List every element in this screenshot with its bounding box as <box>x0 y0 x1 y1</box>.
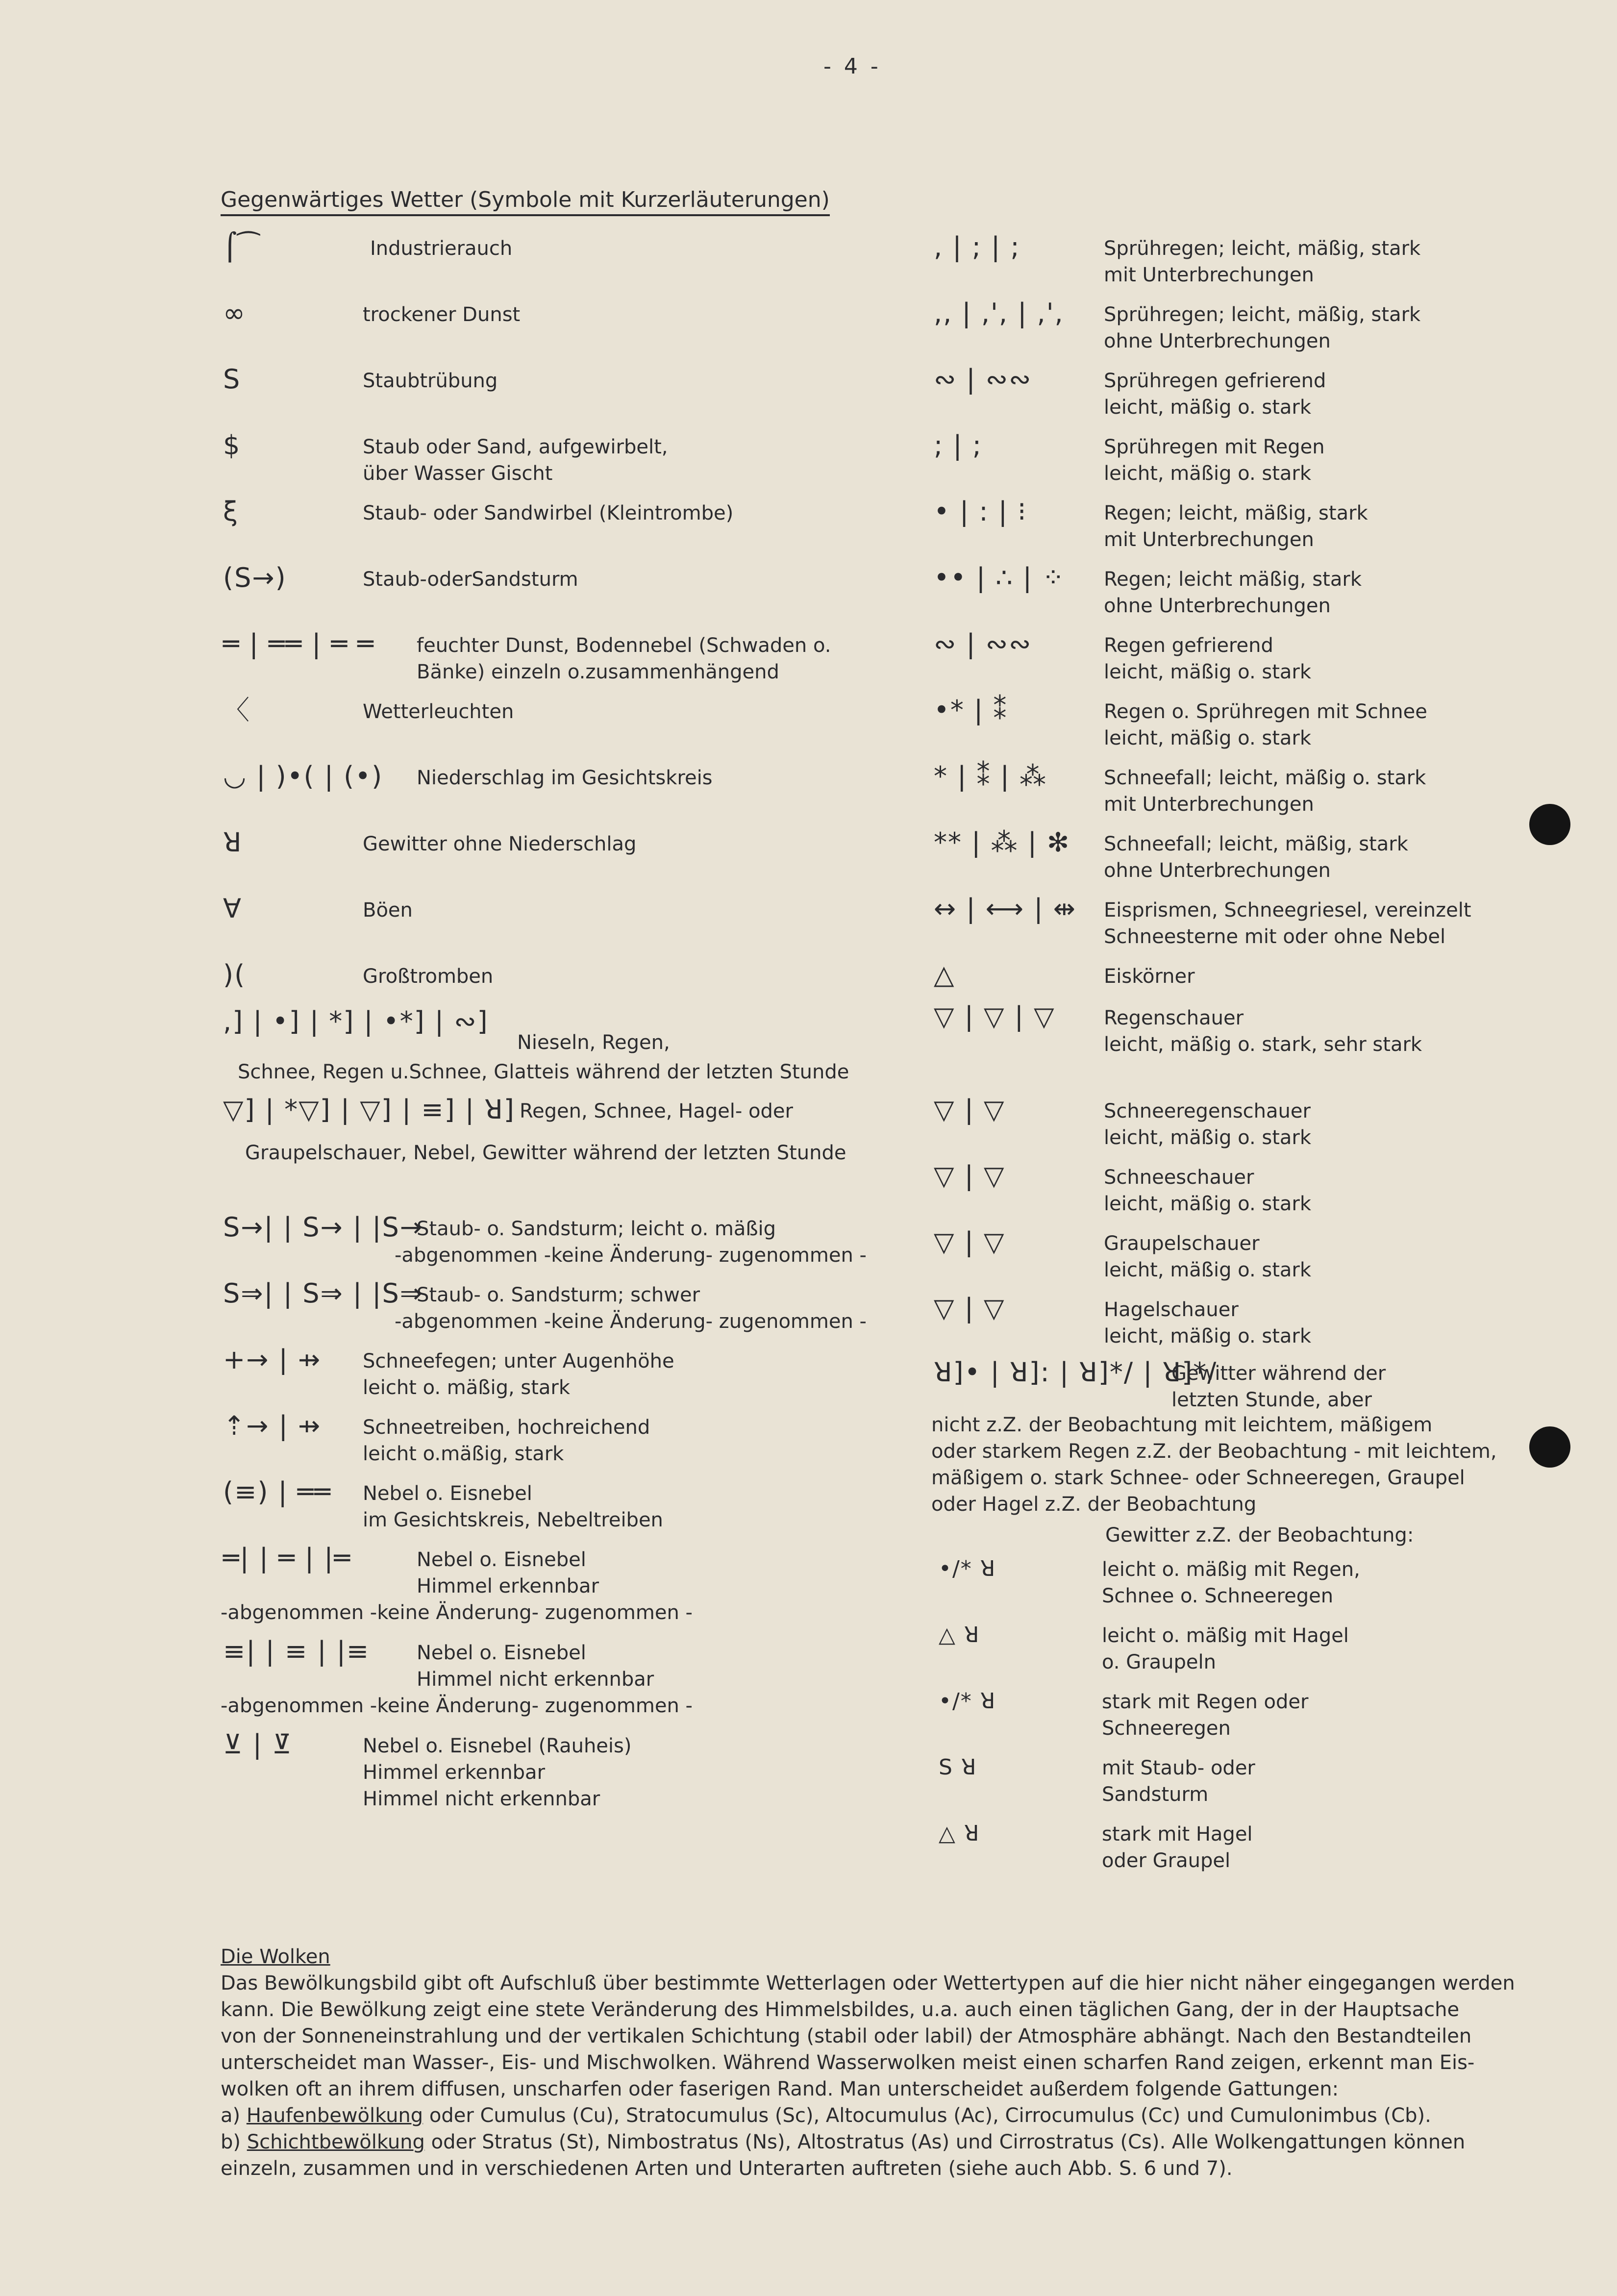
right-description: Graupelschauer <box>1104 1232 1260 1255</box>
thunder-now-symbol: •/* ꓤ <box>939 1689 996 1714</box>
left-description: Staub-oderSandsturm <box>363 568 578 591</box>
left-description: Staub oder Sand, aufgewirbelt, <box>363 436 668 458</box>
right-symbol: ▽ | ▽ <box>934 1226 1005 1257</box>
left-description: Schneefegen; unter Augenhöhe <box>363 1350 674 1373</box>
right-symbol: •* | ⁑ <box>934 695 1008 725</box>
right-description: Regen; leicht, mäßig, stark <box>1104 502 1368 524</box>
thunder-last-hour-text: Gewitter während der <box>1171 1362 1386 1385</box>
left-description: Nebel o. Eisnebel (Rauheis) <box>363 1735 632 1757</box>
right-description: leicht, mäßig o. stark <box>1104 396 1312 419</box>
thunder-last-hour-text: mäßigem o. stark Schnee- oder Schneeregen, Graupel <box>931 1467 1465 1489</box>
thunder-now-text: o. Graupeln <box>1102 1651 1216 1673</box>
left-symbol: S⇒| | S⇒ | |S⇒ <box>223 1278 423 1309</box>
clouds-line: kann. Die Bewölkung zeigt eine stete Veränderung des Himmelsbildes, u.a. auch einen täglichen Gang, der in der Hauptsache <box>221 1998 1460 2021</box>
left-description: Regen, Schnee, Hagel- oder <box>520 1100 793 1123</box>
right-description: Regen o. Sprühregen mit Schnee <box>1104 700 1427 723</box>
right-description: ohne Unterbrechungen <box>1104 330 1331 352</box>
right-description: Schneeschauer <box>1104 1166 1254 1189</box>
right-description: Eiskörner <box>1104 965 1195 988</box>
left-description: leicht o.mäßig, stark <box>363 1443 564 1465</box>
left-symbol: ▽] | *▽] | ▽] | ≡] | ꓤ] <box>223 1094 515 1125</box>
left-description: Himmel erkennbar <box>417 1575 599 1597</box>
left-symbol: $ <box>223 430 241 461</box>
right-description: mit Unterbrechungen <box>1104 528 1314 551</box>
clouds-line: von der Sonneneinstrahlung und der vertikalen Schichtung (stabil oder labil) der Atmosphäre abhängt. Nach den Bestandteilen <box>221 2025 1472 2047</box>
thunder-last-hour-text: oder Hagel z.Z. der Beobachtung <box>931 1493 1257 1516</box>
left-description: Bänke) einzeln o.zusammenhängend <box>417 661 779 683</box>
right-symbol: ↔ | ⟷ | ⇹ <box>934 893 1076 924</box>
left-description: Großtromben <box>363 965 494 988</box>
right-description: Regen gefrierend <box>1104 634 1273 657</box>
clouds-line-b: b) Schichtbewölkung oder Stratus (St), Nimbostratus (Ns), Altostratus (As) und Cirrostratus (Cs). Alle Wolkengattungen können <box>221 2131 1466 2153</box>
left-symbol: ∀ <box>223 893 242 924</box>
left-symbol: ═| | ═ | |═ <box>223 1543 351 1573</box>
thunder-now-title: Gewitter z.Z. der Beobachtung: <box>1105 1524 1414 1547</box>
left-description: Himmel nicht erkennbar <box>363 1788 600 1810</box>
right-description: Sprühregen mit Regen <box>1104 436 1325 458</box>
left-symbol: +→ | ⇸ <box>223 1344 322 1375</box>
clouds-section <box>221 1944 1519 2182</box>
right-description: Sprühregen; leicht, mäßig, stark <box>1104 303 1421 326</box>
left-symbol: (≡) | ══ <box>223 1476 331 1507</box>
left-description: Himmel erkennbar <box>363 1761 546 1784</box>
clouds-line: einzeln, zusammen und in verschiedenen Arten und Unterarten auftreten (siehe auch Abb. S. 6 und 7). <box>221 2157 1233 2180</box>
left-description: Staub- o. Sandsturm; leicht o. mäßig <box>417 1218 776 1240</box>
clouds-line: Das Bewölkungsbild gibt oft Aufschluß über bestimmte Wetterlagen oder Wettertypen auf die hier nicht näher eingegangen werden <box>221 1972 1515 1995</box>
right-symbol: ▽ | ▽ <box>934 1094 1005 1125</box>
right-symbol: •• | ∴ | ⁘ <box>934 562 1066 593</box>
right-description: mit Unterbrechungen <box>1104 793 1314 816</box>
clouds-title: Die Wolken <box>221 1946 330 1968</box>
right-description: leicht, mäßig o. stark <box>1104 1126 1312 1149</box>
left-description: leicht o. mäßig, stark <box>363 1376 571 1399</box>
right-symbol: ,, | ,', | ,', <box>934 298 1064 328</box>
left-description: -abgenommen -keine Änderung- zugenommen - <box>221 1695 693 1717</box>
left-symbol: ,] | •] | *] | •*] | ∾] <box>223 1006 489 1037</box>
left-description: -abgenommen -keine Änderung- zugenommen - <box>221 1601 693 1624</box>
punch-hole <box>1529 1426 1570 1468</box>
term-schichtbewoelkung: Schichtbewölkung <box>247 2131 425 2153</box>
left-description: feuchter Dunst, Bodennebel (Schwaden o. <box>417 634 831 657</box>
right-description: leicht, mäßig o. stark <box>1104 727 1312 749</box>
clouds-line: wolken oft an ihrem diffusen, unscharfen oder faserigen Rand. Man unterscheidet außerdem folgende Gattungen: <box>221 2078 1339 2100</box>
left-symbol: ◡ | )•( | (•) <box>223 761 383 792</box>
left-symbol: S→| | S→ | |S→ <box>223 1212 423 1243</box>
left-description: trockener Dunst <box>363 303 521 326</box>
left-description: im Gesichtskreis, Nebeltreiben <box>363 1509 663 1531</box>
left-symbol: ⌠⁀ <box>223 231 260 262</box>
right-symbol: ** | ⁂ | ✻ <box>934 827 1070 858</box>
left-description: Nebel o. Eisnebel <box>417 1642 586 1664</box>
left-description: Himmel nicht erkennbar <box>417 1668 654 1691</box>
right-symbol: △ <box>934 959 955 990</box>
left-symbol: (S→) <box>223 562 287 593</box>
left-symbol: 〈 <box>223 695 250 725</box>
right-symbol: , | ; | ; <box>934 231 1020 262</box>
left-description: Industrierauch <box>370 237 513 260</box>
thunder-now-symbol: S ꓤ <box>939 1755 977 1780</box>
left-description: über Wasser Gischt <box>363 462 553 485</box>
right-description: Eisprismen, Schneegriesel, vereinzelt <box>1104 899 1471 922</box>
page-number: - 4 - <box>823 54 881 79</box>
left-description: Staub- o. Sandsturm; schwer <box>417 1284 700 1306</box>
right-description: leicht, mäßig o. stark <box>1104 462 1312 485</box>
right-description: leicht, mäßig o. stark <box>1104 1325 1312 1348</box>
left-description: Wetterleuchten <box>363 700 514 723</box>
thunder-now-text: Schneeregen <box>1102 1717 1231 1740</box>
right-description: leicht, mäßig o. stark <box>1104 661 1312 683</box>
right-description: Schneefall; leicht, mäßig o. stark <box>1104 767 1426 789</box>
thunder-now-text: leicht o. mäßig mit Regen, <box>1102 1558 1360 1581</box>
right-description: Schneeregenschauer <box>1104 1100 1311 1123</box>
right-description: Regenschauer <box>1104 1007 1244 1029</box>
left-symbol: ═ | ══ | ═ ═ <box>223 628 374 659</box>
thunder-now-text: stark mit Regen oder <box>1102 1691 1309 1713</box>
right-description: Schneesterne mit oder ohne Nebel <box>1104 925 1446 948</box>
right-description: Hagelschauer <box>1104 1298 1239 1321</box>
left-symbol: S <box>223 364 241 395</box>
right-description: ohne Unterbrechungen <box>1104 859 1331 882</box>
right-description: Sprühregen gefrierend <box>1104 370 1326 392</box>
right-symbol: ∾ | ∾∾ <box>934 628 1032 659</box>
right-description: ohne Unterbrechungen <box>1104 595 1331 617</box>
right-symbol: • | : | ⁝ <box>934 496 1027 527</box>
clouds-line: unterscheidet man Wasser-, Eis- und Mischwolken. Während Wasserwolken meist einen scharfen Rand zeigen, erkennt man Eis- <box>221 2051 1475 2074</box>
left-description: Böen <box>363 899 413 922</box>
thunder-now-text: Schnee o. Schneeregen <box>1102 1585 1334 1607</box>
left-symbol: ≡| | ≡ | |≡ <box>223 1636 370 1667</box>
left-description: -abgenommen -keine Änderung- zugenommen - <box>395 1244 867 1267</box>
right-description: Regen; leicht mäßig, stark <box>1104 568 1362 591</box>
right-symbol: ; | ; <box>934 430 982 461</box>
right-symbol: ▽ | ▽ <box>934 1160 1005 1191</box>
right-symbol: ▽ | ▽ | ▽ <box>934 1001 1055 1032</box>
thunder-now-text: oder Graupel <box>1102 1849 1231 1872</box>
left-description: Nebel o. Eisnebel <box>417 1548 586 1571</box>
left-description: Niederschlag im Gesichtskreis <box>417 767 713 789</box>
left-description: Graupelschauer, Nebel, Gewitter während der letzten Stunde <box>245 1142 846 1164</box>
thunder-now-symbol: △ ꓤ <box>939 1622 980 1647</box>
left-description: Staub- oder Sandwirbel (Kleintrombe) <box>363 502 734 524</box>
left-symbol: ꓤ <box>223 827 243 858</box>
left-symbol: ⇡→ | ⇸ <box>223 1410 322 1441</box>
thunder-now-symbol: △ ꓤ <box>939 1821 980 1846</box>
right-symbol: * | ⁑ | ⁂ <box>934 761 1047 792</box>
right-description: Sprühregen; leicht, mäßig, stark <box>1104 237 1421 260</box>
section-heading: Gegenwärtiges Wetter (Symbole mit Kurzerläuterungen) <box>221 187 830 216</box>
left-description: Gewitter ohne Niederschlag <box>363 833 637 855</box>
right-description: Schneefall; leicht, mäßig, stark <box>1104 833 1408 855</box>
right-symbol: ∾ | ∾∾ <box>934 364 1032 395</box>
term-haufenbewoelkung: Haufenbewölkung <box>246 2104 423 2127</box>
left-description: Nebel o. Eisnebel <box>363 1482 532 1505</box>
thunder-now-text: leicht o. mäßig mit Hagel <box>1102 1624 1349 1647</box>
left-symbol: ξ <box>223 496 239 527</box>
thunder-last-hour-text: oder starkem Regen z.Z. der Beobachtung - mit leichtem, <box>931 1440 1497 1463</box>
clouds-line-a: a) Haufenbewölkung oder Cumulus (Cu), Stratocumulus (Sc), Altocumulus (Ac), Cirrocumulus (Cc) und Cumulonimbus (Cb). <box>221 2104 1431 2127</box>
thunder-last-hour-text: letzten Stunde, aber <box>1171 1389 1372 1411</box>
right-description: mit Unterbrechungen <box>1104 264 1314 286</box>
left-symbol: ⊻ | ⊻̄ <box>223 1729 293 1760</box>
thunder-now-text: mit Staub- oder <box>1102 1757 1255 1779</box>
thunder-now-symbol: •/* ꓤ <box>939 1556 996 1581</box>
thunder-last-hour-symbols: ꓤ]• | ꓤ]: | ꓤ]*/ | ꓤ]*/ <box>934 1357 1218 1388</box>
right-description: leicht, mäßig o. stark, sehr stark <box>1104 1033 1422 1056</box>
left-description: Schnee, Regen u.Schnee, Glatteis während der letzten Stunde <box>238 1061 849 1083</box>
left-description: Nieseln, Regen, <box>517 1031 670 1054</box>
left-description: Staubtrübung <box>363 370 498 392</box>
right-description: leicht, mäßig o. stark <box>1104 1193 1312 1215</box>
left-description: -abgenommen -keine Änderung- zugenommen - <box>395 1310 867 1333</box>
thunder-now-text: stark mit Hagel <box>1102 1823 1253 1846</box>
left-symbol: ∞ <box>223 298 246 328</box>
thunder-now-text: Sandsturm <box>1102 1783 1209 1806</box>
thunder-last-hour-text: nicht z.Z. der Beobachtung mit leichtem, mäßigem <box>931 1414 1433 1436</box>
right-symbol: ▽ | ▽ <box>934 1293 1005 1323</box>
left-description: Schneetreiben, hochreichend <box>363 1416 650 1439</box>
left-symbol: )( <box>223 959 246 990</box>
right-description: leicht, mäßig o. stark <box>1104 1259 1312 1281</box>
punch-hole <box>1529 804 1570 845</box>
